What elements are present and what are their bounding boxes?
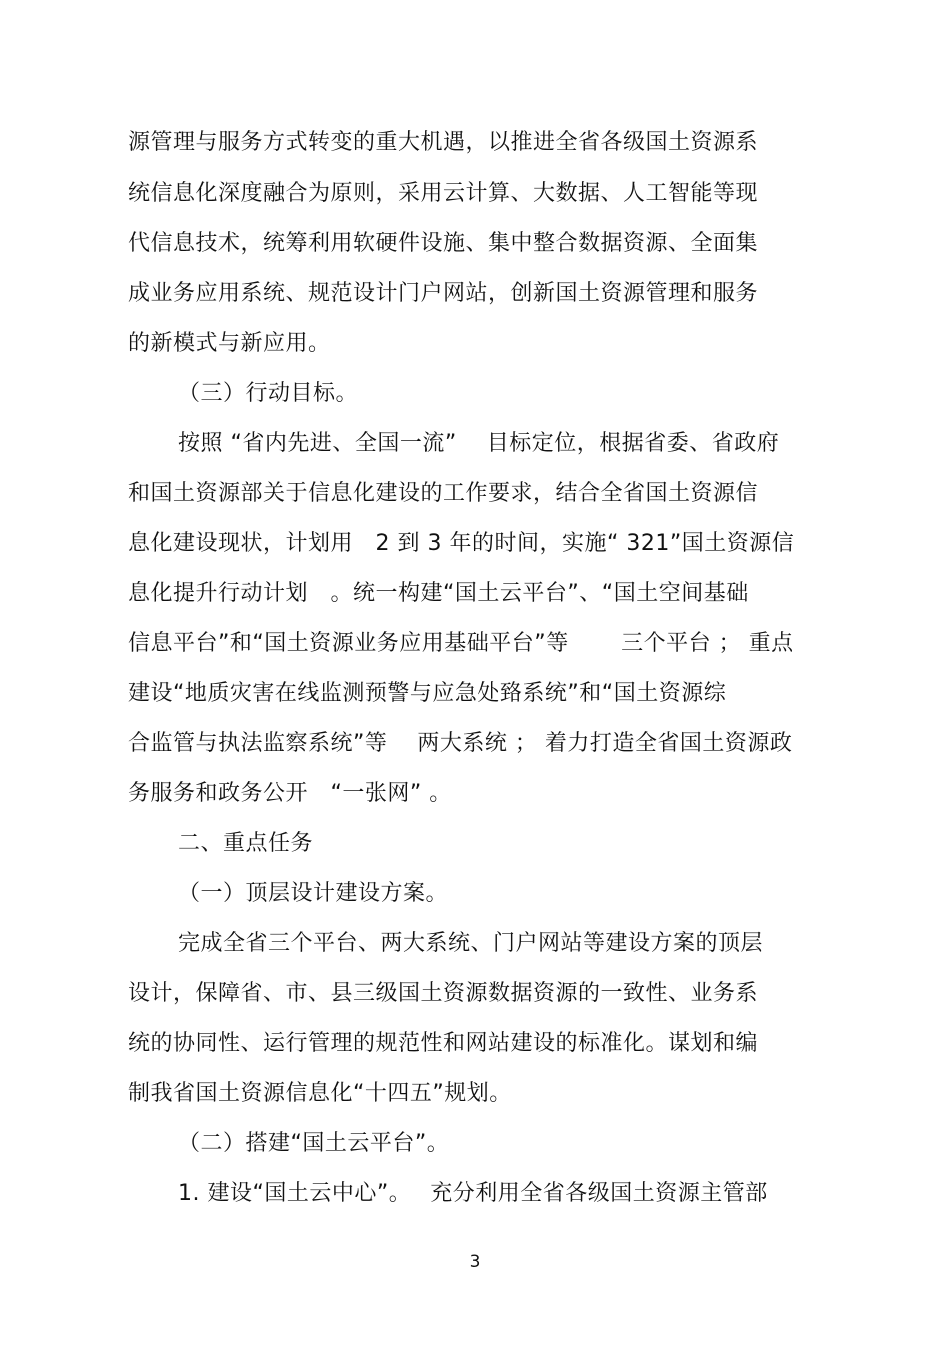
body-text-line: 信息平台”和“国土资源业务应用基础平台”等 三个平台 ； 重点: [128, 631, 794, 656]
body-text-line: 成业务应用系统、规范设计门户网站，创新国土资源管理和服务: [128, 281, 759, 306]
chapter-heading: 二、重点任务: [178, 831, 314, 856]
body-text-line: 合监管与执法监察系统”等 两大系统 ； 着力打造全省国土资源政: [128, 731, 793, 756]
body-text-line: 建设“地质灾害在线监测预警与应急处臵系统”和“国土资源综: [128, 681, 727, 706]
page-number: 3: [469, 1252, 481, 1272]
body-text-line: 统信息化深度融合为原则，采用云计算、大数据、人工智能等现: [128, 181, 759, 206]
body-text-line: 息化建设现状，计划用 2 到 3 年的时间，实施“ 321”国土资源信: [128, 531, 795, 556]
body-text-line: 代信息技术，统筹利用软硬件设施、集中整合数据资源、全面集: [128, 231, 759, 256]
body-text-line: 完成全省三个平台、两大系统、门户网站等建设方案的顶层: [178, 931, 764, 956]
body-text-line: 务服务和政务公开 “一张网” 。: [128, 781, 452, 806]
body-text-line: 的新模式与新应用。: [128, 331, 331, 356]
body-text-line: 按照 “省内先进、全国一流” 目标定位，根据省委、省政府: [178, 431, 780, 456]
body-text-line: 息化提升行动计划 。统一构建“国土云平台”、“国土空间基础: [128, 581, 749, 606]
section-heading: （三）行动目标。: [178, 381, 359, 406]
body-text-line: 和国土资源部关于信息化建设的工作要求，结合全省国土资源信: [128, 481, 759, 506]
body-text-line: 1. 建设“国土云中心”。 充分利用全省各级国土资源主管部: [178, 1181, 768, 1206]
body-text-line: 统的协同性、运行管理的规范性和网站建设的标准化。谋划和编: [128, 1031, 759, 1056]
body-text-line: 设计，保障省、市、县三级国土资源数据资源的一致性、业务系: [128, 981, 759, 1006]
section-heading: （二）搭建“国土云平台”。: [178, 1131, 450, 1156]
section-heading: （一）顶层设计建设方案。: [178, 881, 449, 906]
body-text-line: 源管理与服务方式转变的重大机遇，以推进全省各级国土资源系: [128, 130, 759, 155]
body-text-line: 制我省国土资源信息化“十四五”规划。: [128, 1081, 512, 1106]
